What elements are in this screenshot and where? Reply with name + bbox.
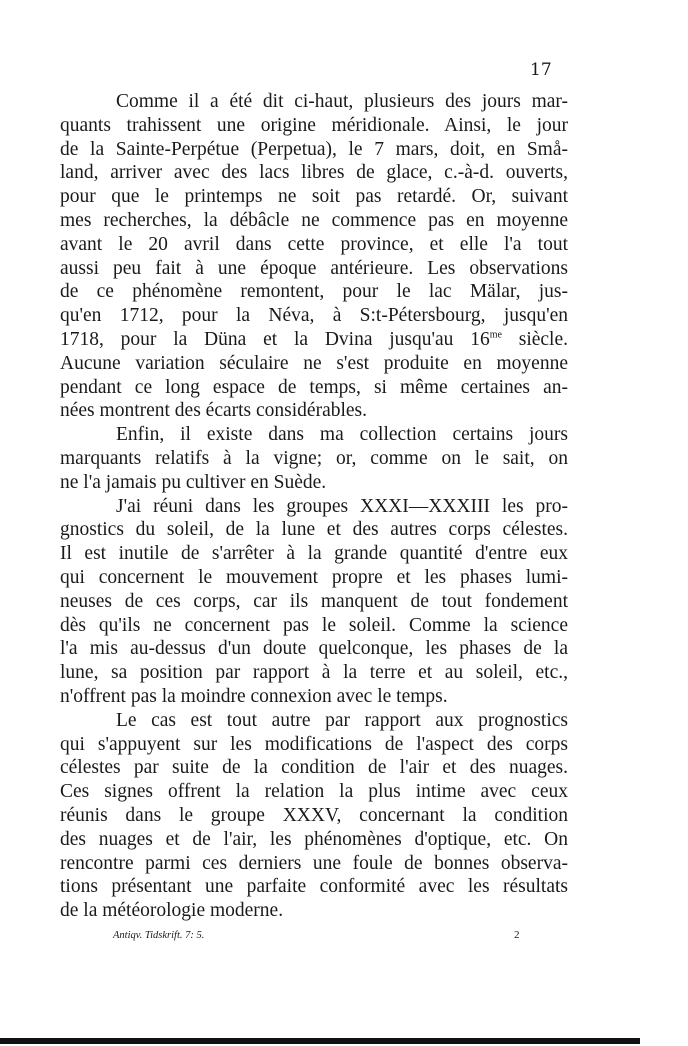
line-text: Le cas est tout autre par rapport aux prognostics bbox=[116, 709, 568, 731]
text-line bbox=[60, 114, 568, 138]
text-line bbox=[60, 138, 568, 162]
line-text: rencontre parmi ces derniers une foule de bonnes observa- bbox=[60, 852, 568, 874]
line-text: Il est inutile de s'arrêter à la grande quantité d'entre eux bbox=[60, 543, 568, 565]
line-text: ne l'a jamais pu cultiver en Suède. bbox=[60, 471, 327, 493]
text-line bbox=[60, 257, 568, 281]
text-line bbox=[60, 328, 568, 352]
line-text: tions présentant une parfaite conformité avec les résultats bbox=[60, 876, 568, 898]
text-line bbox=[60, 209, 568, 233]
text-line bbox=[60, 828, 568, 852]
text-line bbox=[60, 756, 568, 780]
text-line bbox=[60, 423, 568, 447]
line-text: des nuages et de l'air, les phénomènes d'optique, etc. On bbox=[60, 828, 568, 850]
line-text: célestes par suite de la condition de l'air et des nuages. bbox=[60, 757, 568, 779]
page-number: 17 bbox=[530, 60, 552, 80]
line-text: Aucune variation séculaire ne s'est produite en moyenne bbox=[60, 352, 568, 374]
line-text: quants trahissent une origine méridionale. Ainsi, le jour bbox=[60, 114, 568, 136]
text-line bbox=[60, 852, 568, 876]
line-text: aussi peu fait à une époque antérieure. Les observations bbox=[60, 257, 568, 279]
line-text: pendant ce long espace de temps, si même certaines an- bbox=[60, 376, 568, 398]
text-line bbox=[60, 518, 568, 542]
text-line bbox=[60, 780, 568, 804]
text-line bbox=[60, 304, 568, 328]
line-text: qui s'appuyent sur les modifications de l'aspect des corps bbox=[60, 733, 568, 755]
line-text: qu'en 1712, pour la Néva, à S:t-Pétersbourg, jusqu'en bbox=[60, 305, 568, 327]
text-line bbox=[60, 899, 568, 923]
text-line bbox=[60, 280, 568, 304]
line-text: marquants relatifs à la vigne; or, comme on le sait, on bbox=[60, 447, 568, 469]
text-line bbox=[60, 685, 568, 709]
text-line bbox=[60, 804, 568, 828]
line-text: avant le 20 avril dans cette province, et elle l'a tout bbox=[60, 233, 568, 255]
text-line bbox=[60, 90, 568, 114]
text-line bbox=[60, 709, 568, 733]
text-line bbox=[60, 376, 568, 400]
text-line bbox=[60, 875, 568, 899]
text-line bbox=[60, 495, 568, 519]
text-line bbox=[60, 566, 568, 590]
text-line bbox=[60, 733, 568, 757]
line-text: siècle. bbox=[501, 328, 569, 350]
footer-journal: Antiqv. Tidskrift. 7: 5. bbox=[113, 930, 205, 941]
text-line bbox=[60, 233, 568, 257]
text-line bbox=[60, 471, 568, 495]
line-text: réunis dans le groupe XXXV, concernant la condition bbox=[60, 804, 568, 826]
text-line bbox=[60, 352, 568, 376]
line-text: land, arriver avec des lacs libres de glace, c.-à-d. ouverts, bbox=[60, 162, 568, 184]
text-line bbox=[60, 661, 568, 685]
text-line bbox=[60, 637, 568, 661]
text-line bbox=[60, 590, 568, 614]
line-text: pour que le printemps ne soit pas retardé. Or, suivant bbox=[60, 186, 568, 208]
line-text: 1718, pour la Düna et la Dvina jusqu'au 16 bbox=[60, 328, 490, 350]
text-line bbox=[60, 542, 568, 566]
line-text: neuses de ces corps, car ils manquent de tout fondement bbox=[60, 590, 568, 612]
line-text: nées montrent des écarts considérables. bbox=[60, 400, 368, 422]
superscript: me bbox=[489, 329, 502, 341]
line-text: lune, sa position par rapport à la terre et au soleil, etc., bbox=[60, 662, 568, 684]
line-text: de la météorologie moderne. bbox=[60, 900, 284, 922]
line-text: n'offrent pas la moindre connexion avec le temps. bbox=[60, 685, 448, 707]
text-line bbox=[60, 185, 568, 209]
line-text: qui concernent le mouvement propre et les phases lumi- bbox=[60, 566, 568, 588]
line-text: Comme il a été dit ci-haut, plusieurs des jours mar- bbox=[116, 91, 568, 112]
line-text: mes recherches, la débâcle ne commence pas en moyenne bbox=[60, 209, 568, 231]
line-text: Ces signes offrent la relation la plus intime avec ceux bbox=[60, 781, 568, 803]
line-text: de la Sainte-Perpétue (Perpetua), le 7 mars, doit, en Små- bbox=[60, 138, 568, 160]
line-text: de ce phénomène remontent, pour le lac Mälar, jus- bbox=[60, 281, 568, 303]
body-text bbox=[60, 90, 568, 923]
line-text: J'ai réuni dans les groupes XXXI—XXXIII les pro- bbox=[116, 495, 568, 517]
line-text: Enfin, il existe dans ma collection certains jours bbox=[116, 424, 568, 446]
line-text: dès qu'ils ne concernent pas le soleil. Comme la science bbox=[60, 614, 568, 636]
line-text: gnostics du soleil, de la lune et des autres corps célestes. bbox=[60, 519, 568, 541]
text-line bbox=[60, 447, 568, 471]
text-line bbox=[60, 399, 568, 423]
signature-mark: 2 bbox=[514, 929, 520, 941]
text-line bbox=[60, 614, 568, 638]
scan-edge bbox=[0, 1038, 640, 1044]
text-line bbox=[60, 161, 568, 185]
line-text: l'a mis au-dessus d'un doute quelconque, les phases de la bbox=[60, 638, 568, 660]
